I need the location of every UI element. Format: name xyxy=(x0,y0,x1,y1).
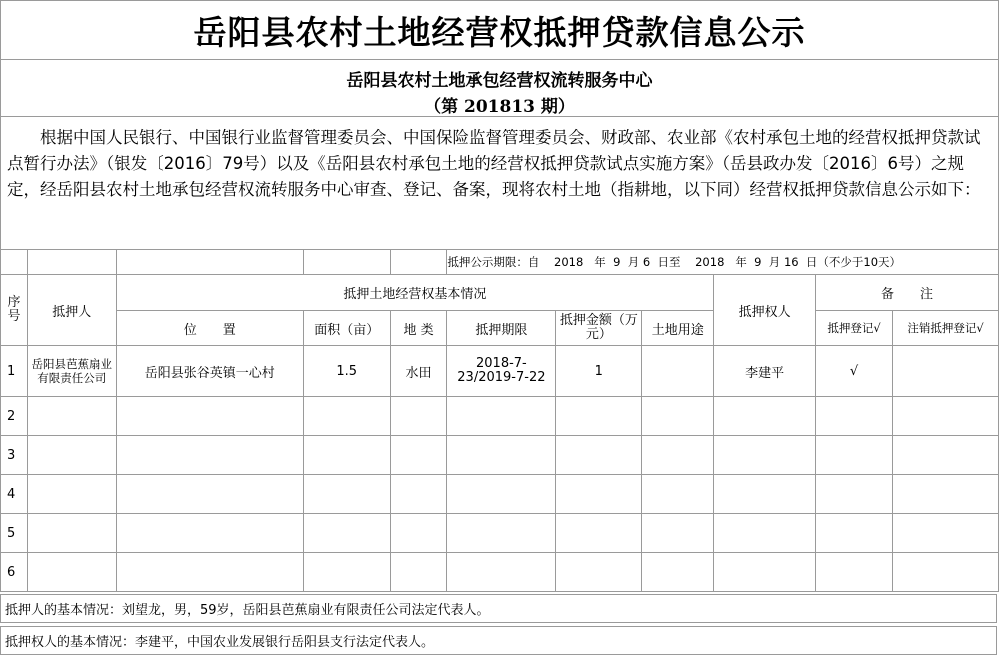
cell-area: 1.5 xyxy=(303,346,390,397)
header-row-2 xyxy=(1,311,999,346)
cell-seq: 4 xyxy=(1,475,28,514)
cell-mortgagee: 李建平 xyxy=(714,346,816,397)
cell-cancel-registration xyxy=(893,475,999,514)
cell-cancel-registration xyxy=(893,553,999,592)
header-basic-info: 抵押土地经营权基本情况 xyxy=(116,275,714,311)
cell-term xyxy=(447,436,556,475)
header-land-type: 地 类 xyxy=(390,311,447,346)
cell-seq: 3 xyxy=(1,436,28,475)
cell-land-type xyxy=(390,514,447,553)
intro-text: 根据中国人民银行、中国银行业监督管理委员会、中国保险监督管理委员会、财政部、农业部《农村承包土地的经营权抵押贷款试点暂行办法》（银发〔2016〕79号）以及《岳阳县农村承包土地的经营权抵押贷款试点实施方案》（岳县政办发〔2016〕6号）之规定，经岳阳县农村土地承包经营权流转服务中心审查、登记、备案，现将农村土地（指耕地，以下同）经营权抵押贷款信息公示如下： xyxy=(7,128,981,199)
cell-registration-check xyxy=(816,475,893,514)
issuing-organization: 岳阳县农村土地承包经营权流转服务中心 xyxy=(346,71,653,91)
subtitle-block xyxy=(0,58,999,117)
cell-cancel-registration xyxy=(893,436,999,475)
cell-amount xyxy=(556,436,642,475)
cell-land-use xyxy=(642,346,714,397)
cell-land-type: 水田 xyxy=(390,346,447,397)
header-registration: 抵押登记√ xyxy=(816,311,893,346)
cell-area xyxy=(303,475,390,514)
cell-mortgagor xyxy=(27,514,116,553)
header-mortgagee: 抵押权人 xyxy=(714,275,816,346)
cell-area xyxy=(303,514,390,553)
cell-registration-check xyxy=(816,514,893,553)
cell-amount xyxy=(556,397,642,436)
cell-amount xyxy=(556,475,642,514)
cell-mortgagee xyxy=(714,436,816,475)
mortgage-period: 抵押公示期限：自 2018 年 9 月 6 日至 2018 年 9 月 16 日（不少于10天） xyxy=(447,250,999,275)
cell-mortgagee xyxy=(714,397,816,436)
cell-land-type xyxy=(390,436,447,475)
header-seq: 序号 xyxy=(1,275,28,346)
issue-number: （第 201813 期） xyxy=(424,97,575,117)
header-row-1 xyxy=(1,275,999,311)
cell-amount xyxy=(556,514,642,553)
header-remarks: 备 注 xyxy=(816,275,999,311)
header-area: 面积（亩） xyxy=(303,311,390,346)
cell-location xyxy=(116,436,303,475)
cell-term xyxy=(447,553,556,592)
cell-area xyxy=(303,436,390,475)
cell-term xyxy=(447,397,556,436)
header-mortgagor: 抵押人 xyxy=(27,275,116,346)
header-cancel-registration: 注销抵押登记√ xyxy=(893,311,999,346)
cell-registration-check xyxy=(816,397,893,436)
cell-cancel-registration xyxy=(893,514,999,553)
cell-term xyxy=(447,475,556,514)
cell-seq: 2 xyxy=(1,397,28,436)
header-amount: 抵押金额（万元） xyxy=(556,311,642,346)
table-row xyxy=(1,475,999,514)
cell-term: 2018-7-23/2019-7-22 xyxy=(447,346,556,397)
cell-land-type xyxy=(390,397,447,436)
cell-registration-check xyxy=(816,436,893,475)
cell-amount xyxy=(556,553,642,592)
cell-location xyxy=(116,397,303,436)
cell-land-use xyxy=(642,553,714,592)
cell-land-type xyxy=(390,553,447,592)
cell-cancel-registration xyxy=(893,397,999,436)
cell-term xyxy=(447,514,556,553)
header-location: 位 置 xyxy=(116,311,303,346)
cell-area xyxy=(303,397,390,436)
header-land-use: 土地用途 xyxy=(642,311,714,346)
header-term: 抵押期限 xyxy=(447,311,556,346)
cell-amount: 1 xyxy=(556,346,642,397)
cell-area xyxy=(303,553,390,592)
page-title: 岳阳县农村土地经营权抵押贷款信息公示 xyxy=(0,0,999,60)
cell-location xyxy=(116,553,303,592)
cell-land-use xyxy=(642,397,714,436)
cell-seq: 5 xyxy=(1,514,28,553)
cell-cancel-registration xyxy=(893,346,999,397)
table-row xyxy=(1,346,999,397)
table-row xyxy=(1,436,999,475)
table-row xyxy=(1,553,999,592)
cell-seq: 6 xyxy=(1,553,28,592)
cell-location: 岳阳县张谷英镇一心村 xyxy=(116,346,303,397)
cell-location xyxy=(116,475,303,514)
period-row xyxy=(1,250,999,275)
cell-land-use xyxy=(642,436,714,475)
cell-land-use xyxy=(642,514,714,553)
table-row xyxy=(1,397,999,436)
cell-registration-check xyxy=(816,553,893,592)
cell-mortgagor xyxy=(27,436,116,475)
cell-mortgagor xyxy=(27,553,116,592)
cell-mortgagee xyxy=(714,514,816,553)
cell-location xyxy=(116,514,303,553)
cell-land-use xyxy=(642,475,714,514)
cell-mortgagor xyxy=(27,475,116,514)
intro-paragraph-block xyxy=(0,117,999,250)
cell-mortgagor xyxy=(27,397,116,436)
cell-mortgagee xyxy=(714,475,816,514)
table-row xyxy=(1,514,999,553)
cell-mortgagor: 岳阳县芭蕉扇业有限责任公司 xyxy=(27,346,116,397)
cell-seq: 1 xyxy=(1,346,28,397)
cell-registration-check: √ xyxy=(816,346,893,397)
cell-land-type xyxy=(390,475,447,514)
footer-mortgagor-info: 抵押人的基本情况：刘望龙，男，59岁，岳阳县芭蕉扇业有限责任公司法定代表人。 xyxy=(0,594,997,623)
mortgage-table xyxy=(0,249,999,592)
footer-mortgagee-info: 抵押权人的基本情况：李建平，中国农业发展银行岳阳县支行法定代表人。 xyxy=(0,626,997,655)
cell-mortgagee xyxy=(714,553,816,592)
